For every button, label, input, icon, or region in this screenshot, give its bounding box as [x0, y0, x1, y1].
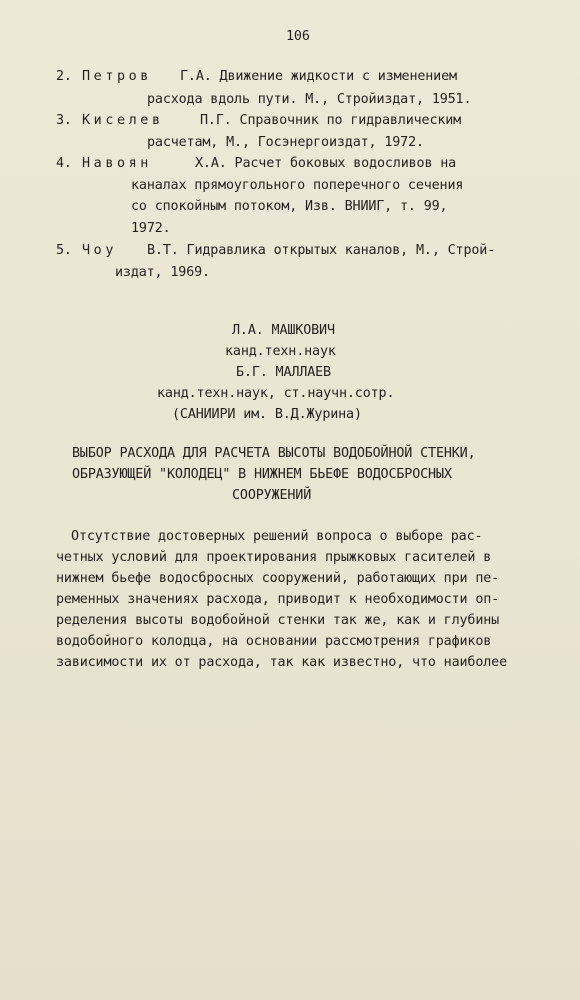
reference-3-line-2: расчетам, М., Госэнергоиздат, 1972. [147, 135, 424, 150]
reference-4-author: Навоян [82, 156, 152, 171]
page-number: 106 [286, 29, 310, 44]
article-title-line-3: СООРУЖЕНИЙ [232, 488, 312, 503]
body-line-5: ределения высоты водобойной стенки так же, как и глубины [56, 613, 500, 628]
reference-2-author: Петров [82, 69, 152, 84]
reference-3-number: 3. [56, 113, 72, 128]
reference-4-line-4: 1972. [131, 221, 171, 236]
affiliation: (САНИИРИ им. В.Д.Журина) [172, 407, 362, 422]
reference-4-line-3: со спокойным потоком, Изв. ВНИИГ, т. 99, [131, 199, 448, 214]
reference-5-number: 5. [56, 243, 72, 258]
reference-4-line-2: каналах прямоугольного поперечного сечения [131, 178, 464, 193]
reference-3-author: Киселев [82, 113, 164, 128]
reference-3-line-1: П.Г. Справочник по гидравлическим [200, 113, 462, 128]
reference-4-number: 4. [56, 156, 72, 171]
body-line-1: Отсутствие достоверных решений вопроса о выборе рас- [71, 529, 483, 544]
reference-2-line-2: расхода вдоль пути. М., Стройиздат, 1951. [147, 92, 472, 107]
reference-5-line-2: издат, 1969. [115, 265, 210, 280]
author-2-degree: канд.техн.наук, ст.научн.сотр. [157, 386, 395, 401]
reference-5-line-1: В.Т. Гидравлика открытых каналов, М., Строй- [147, 243, 496, 258]
author-1-name: Л.А. МАШКОВИЧ [232, 323, 335, 338]
article-title-line-1: ВЫБОР РАСХОДА ДЛЯ РАСЧЕТА ВЫСОТЫ ВОДОБОЙНОЙ СТЕНКИ, [72, 446, 476, 461]
body-line-2: четных условий для проектирования прыжковых гасителей в [56, 550, 492, 565]
article-title-line-2: ОБРАЗУЮЩЕЙ "КОЛОДЕЦ" В НИЖНЕМ БЬЕФЕ ВОДОСБРОСНЫХ [72, 467, 452, 482]
reference-4-line-1: Х.А. Расчет боковых водосливов на [195, 156, 457, 171]
body-line-4: ременных значениях расхода, приводит к необходимости оп- [56, 592, 500, 607]
body-line-6: водобойного колодца, на основании рассмотрения графиков [56, 634, 492, 649]
body-line-3: нижнем бьефе водосбросных сооружений, работающих при пе- [56, 571, 500, 586]
author-2-name: Б.Г. МАЛЛАЕВ [236, 365, 331, 380]
body-line-7: зависимости их от расхода, так как известно, что наиболее [56, 655, 507, 670]
reference-5-author: Чоу [82, 243, 117, 258]
reference-2-line-1: Г.А. Движение жидкости с изменением [180, 69, 457, 84]
author-1-degree: канд.техн.наук [225, 344, 336, 359]
reference-2-number: 2. [56, 69, 72, 84]
